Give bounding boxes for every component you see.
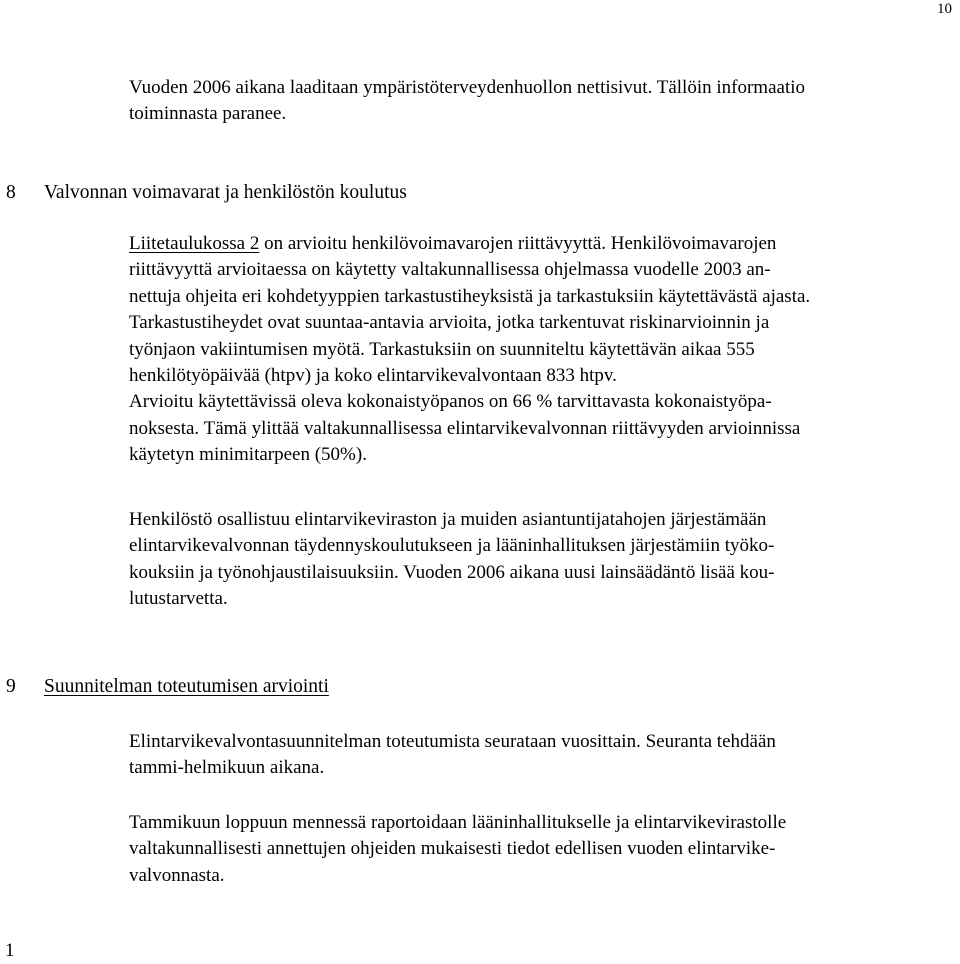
text-line (129, 231, 929, 257)
text-line: tammi-helmikuun aikana. (129, 757, 325, 779)
section-9-paragraph-2 (129, 810, 929, 889)
text-line: Henkilöstö osallistuu elintarvikeviraston ja muiden asiantuntijatahojen järjestämään (129, 509, 767, 530)
footer-number: 1 (5, 940, 15, 961)
page-number: 10 (937, 1, 952, 17)
text-line: Vuoden 2006 aikana laaditaan ympäristöterveydenhuollon nettisivut. Tällöin informaatio (129, 77, 806, 98)
section-8-paragraph-2 (129, 507, 929, 613)
text-line: elintarvikevalvonnan täydennyskoulutukseen ja lääninhallituksen järjestämiin työko- (129, 535, 775, 557)
text-line: riittävyyttä arvioitaessa on käytetty valtakunnallisessa ohjelmassa vuodelle 2003 an- (129, 259, 771, 281)
text-line: valvonnasta. (129, 864, 225, 886)
text-line: lutustarvetta. (129, 588, 228, 610)
text-line: Tarkastustiheydet ovat suuntaa-antavia arvioita, jotka tarkentuvat riskinarvioinnin ja (129, 312, 770, 334)
section-8-heading (6, 180, 407, 206)
text-line: kouksiin ja työnohjaustilaisuuksiin. Vuoden 2006 aikana uusi lainsäädäntö lisää kou- (129, 561, 775, 583)
text-line: Arvioitu käytettävissä oleva kokonaistyöpanos on 66 % tarvittavasta kokonaistyöpa- (129, 391, 772, 413)
text-line: henkilötyöpäivää (htpv) ja koko elintarvikevalvontaan 833 htpv. (129, 365, 617, 387)
text-line: noksesta. Tämä ylittää valtakunnallisessa elintarvikevalvonnan riittävyyden arvioinnissa (129, 417, 801, 439)
text-line: Elintarvikevalvontasuunnitelman toteutumista seurataan vuosittain. Seuranta tehdään (129, 731, 776, 752)
text-line: valtakunnallisesti annettujen ohjeiden mukaisesti tiedot edellisen vuoden elintarvike- (129, 838, 776, 860)
text-line: käytetyn minimitarpeen (50%). (129, 444, 367, 466)
section-9-paragraph-1 (129, 729, 929, 782)
intro-paragraph (129, 75, 929, 128)
section-number: 8 (6, 182, 16, 203)
text-fragment: on arvioitu henkilövoimavarojen riittävyyttä. Henkilövoimavarojen (259, 233, 777, 254)
section-9-heading (6, 674, 329, 700)
section-title: Valvonnan voimavarat ja henkilöstön koulutus (44, 182, 407, 203)
appendix-table-link[interactable]: Liitetaulukossa 2 (129, 233, 260, 254)
text-line: työnjaon vakiintumisen myötä. Tarkastuksiin on suunniteltu käytettävän aikaa 555 (129, 338, 755, 360)
section-title: Suunnitelman toteutumisen arviointi (44, 676, 329, 697)
text-line: nettuja ohjeita eri kohdetyyppien tarkastustiheyksistä ja tarkastuksiin käytettävästä ajasta. (129, 285, 811, 307)
section-number: 9 (6, 676, 16, 697)
section-8-paragraph-1 (129, 231, 929, 469)
text-line: toiminnasta paranee. (129, 103, 287, 125)
text-line: Tammikuun loppuun mennessä raportoidaan lääninhallitukselle ja elintarvikevirastolle (129, 812, 787, 833)
